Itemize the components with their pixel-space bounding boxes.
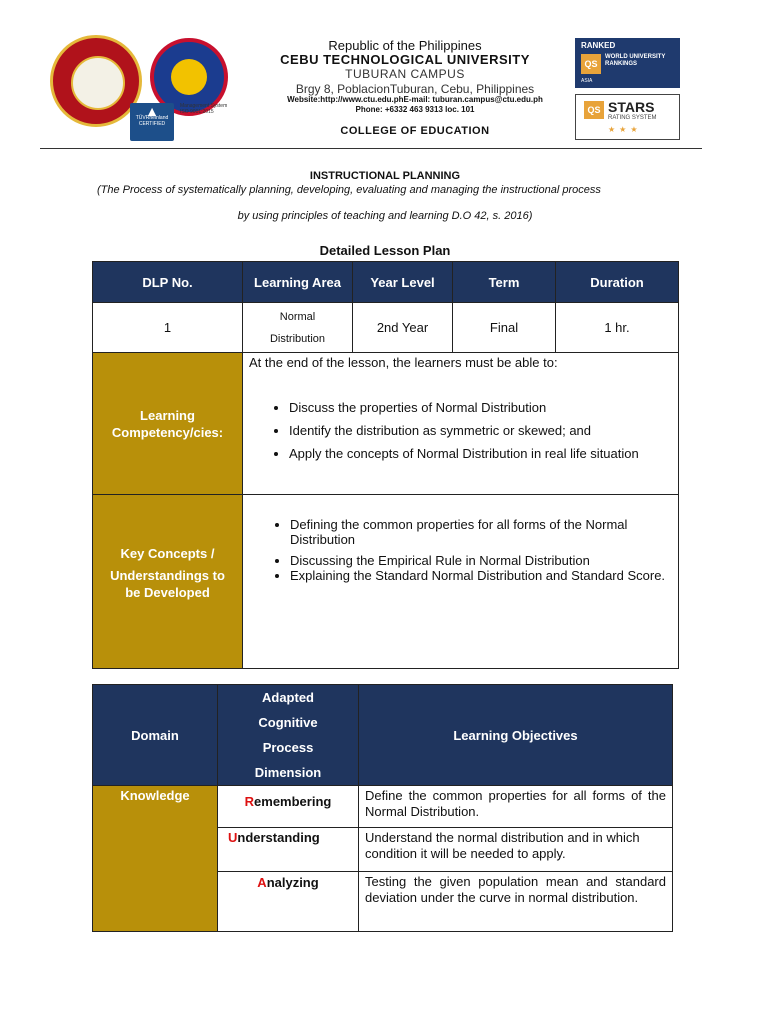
planning-reference: by using principles of teaching and learning D.O 42, s. 2016) <box>237 210 533 222</box>
competency-label: Learning Competency/cies: <box>93 353 243 495</box>
year-level-value: 2nd Year <box>353 303 453 353</box>
phone-line: Phone: +6332 463 9313 loc. 101 <box>355 105 475 114</box>
competency-item: • Discuss the properties of Normal Distribution <box>289 400 678 415</box>
university-name: CEBU TECHNOLOGICAL UNIVERSITY <box>280 52 530 67</box>
dlp-title: Detailed Lesson Plan <box>319 243 451 258</box>
management-system-label: Management System ISO 9001:2015 <box>180 103 228 115</box>
header-duration: Duration <box>556 262 679 303</box>
table-row <box>93 786 673 828</box>
tuv-certification-logo: ▲ TÜVRheinland CERTIFIED <box>130 103 174 141</box>
address-line: Brgy 8, PoblacionTuburan, Cebu, Philippines <box>295 82 535 96</box>
competency-intro: At the end of the lesson, the learners must be able to: <box>249 355 558 370</box>
dimension-analyzing: Analyzing <box>218 872 359 932</box>
competency-content <box>243 353 679 495</box>
term-value: Final <box>453 303 556 353</box>
qs-stars-badge: QS STARS RATING SYSTEM ★★★ <box>575 94 680 140</box>
concept-item: • Defining the common properties for all forms of the Normal Distribution <box>290 517 677 547</box>
table-row <box>93 303 679 353</box>
header-dlp-no: DLP No. <box>93 262 243 303</box>
dimension-understanding: Understanding <box>218 828 359 872</box>
objective-text: Testing the given population mean and standard deviation under the curve in normal distribution. <box>359 872 673 932</box>
planning-title: INSTRUCTIONAL PLANNING <box>309 170 461 182</box>
lesson-plan-table <box>92 261 679 669</box>
website-email-line: Website:http://www.ctu.edu.phE-mail: tuburan.campus@ctu.edu.ph <box>287 95 543 104</box>
republic-line: Republic of the Philippines <box>328 38 482 53</box>
competency-row <box>93 353 679 495</box>
college-name: COLLEGE OF EDUCATION <box>340 125 490 137</box>
header-year-level: Year Level <box>353 262 453 303</box>
domain-knowledge: Knowledge <box>93 786 218 932</box>
campus-name: TUBURAN CAMPUS <box>345 67 465 81</box>
objective-text: Define the common properties for all forms of the Normal Distribution. <box>359 786 673 828</box>
header-learning-area: Learning Area <box>243 262 353 303</box>
header-divider <box>40 148 702 149</box>
ctu-seal-logo <box>50 35 142 127</box>
header-term: Term <box>453 262 556 303</box>
table-header-row <box>93 262 679 303</box>
header-domain: Domain <box>93 685 218 786</box>
qs-ranked-badge: RANKED QS WORLD UNIVERSITY RANKINGS ASIA <box>575 38 680 88</box>
objectives-table <box>92 684 673 932</box>
learning-area-value: Normal Distribution <box>243 303 353 353</box>
planning-description: (The Process of systematically planning, developing, evaluating and managing the instructional process <box>97 184 601 196</box>
dimension-remembering: Remembering <box>218 786 359 828</box>
objective-text: Understand the normal distribution and in which condition it will be needed to apply. <box>359 828 673 872</box>
key-concepts-content <box>243 495 679 669</box>
dlp-no-value: 1 <box>93 303 243 353</box>
header-learning-objectives: Learning Objectives <box>359 685 673 786</box>
key-concepts-label: Key Concepts / Understandings to be Developed <box>93 495 243 669</box>
duration-value: 1 hr. <box>556 303 679 353</box>
header-cognitive-dimension: Adapted Cognitive Process Dimension <box>218 685 359 786</box>
competency-item: • Identify the distribution as symmetric or skewed; and <box>289 423 678 438</box>
key-concepts-row <box>93 495 679 669</box>
concept-item: • Discussing the Empirical Rule in Normal Distribution <box>290 553 677 568</box>
competency-item: • Apply the concepts of Normal Distribution in real life situation <box>289 446 678 461</box>
stars-rating-icon: ★★★ <box>608 125 642 134</box>
concept-item: • Explaining the Standard Normal Distribution and Standard Score. <box>290 568 677 583</box>
objectives-header-row <box>93 685 673 786</box>
